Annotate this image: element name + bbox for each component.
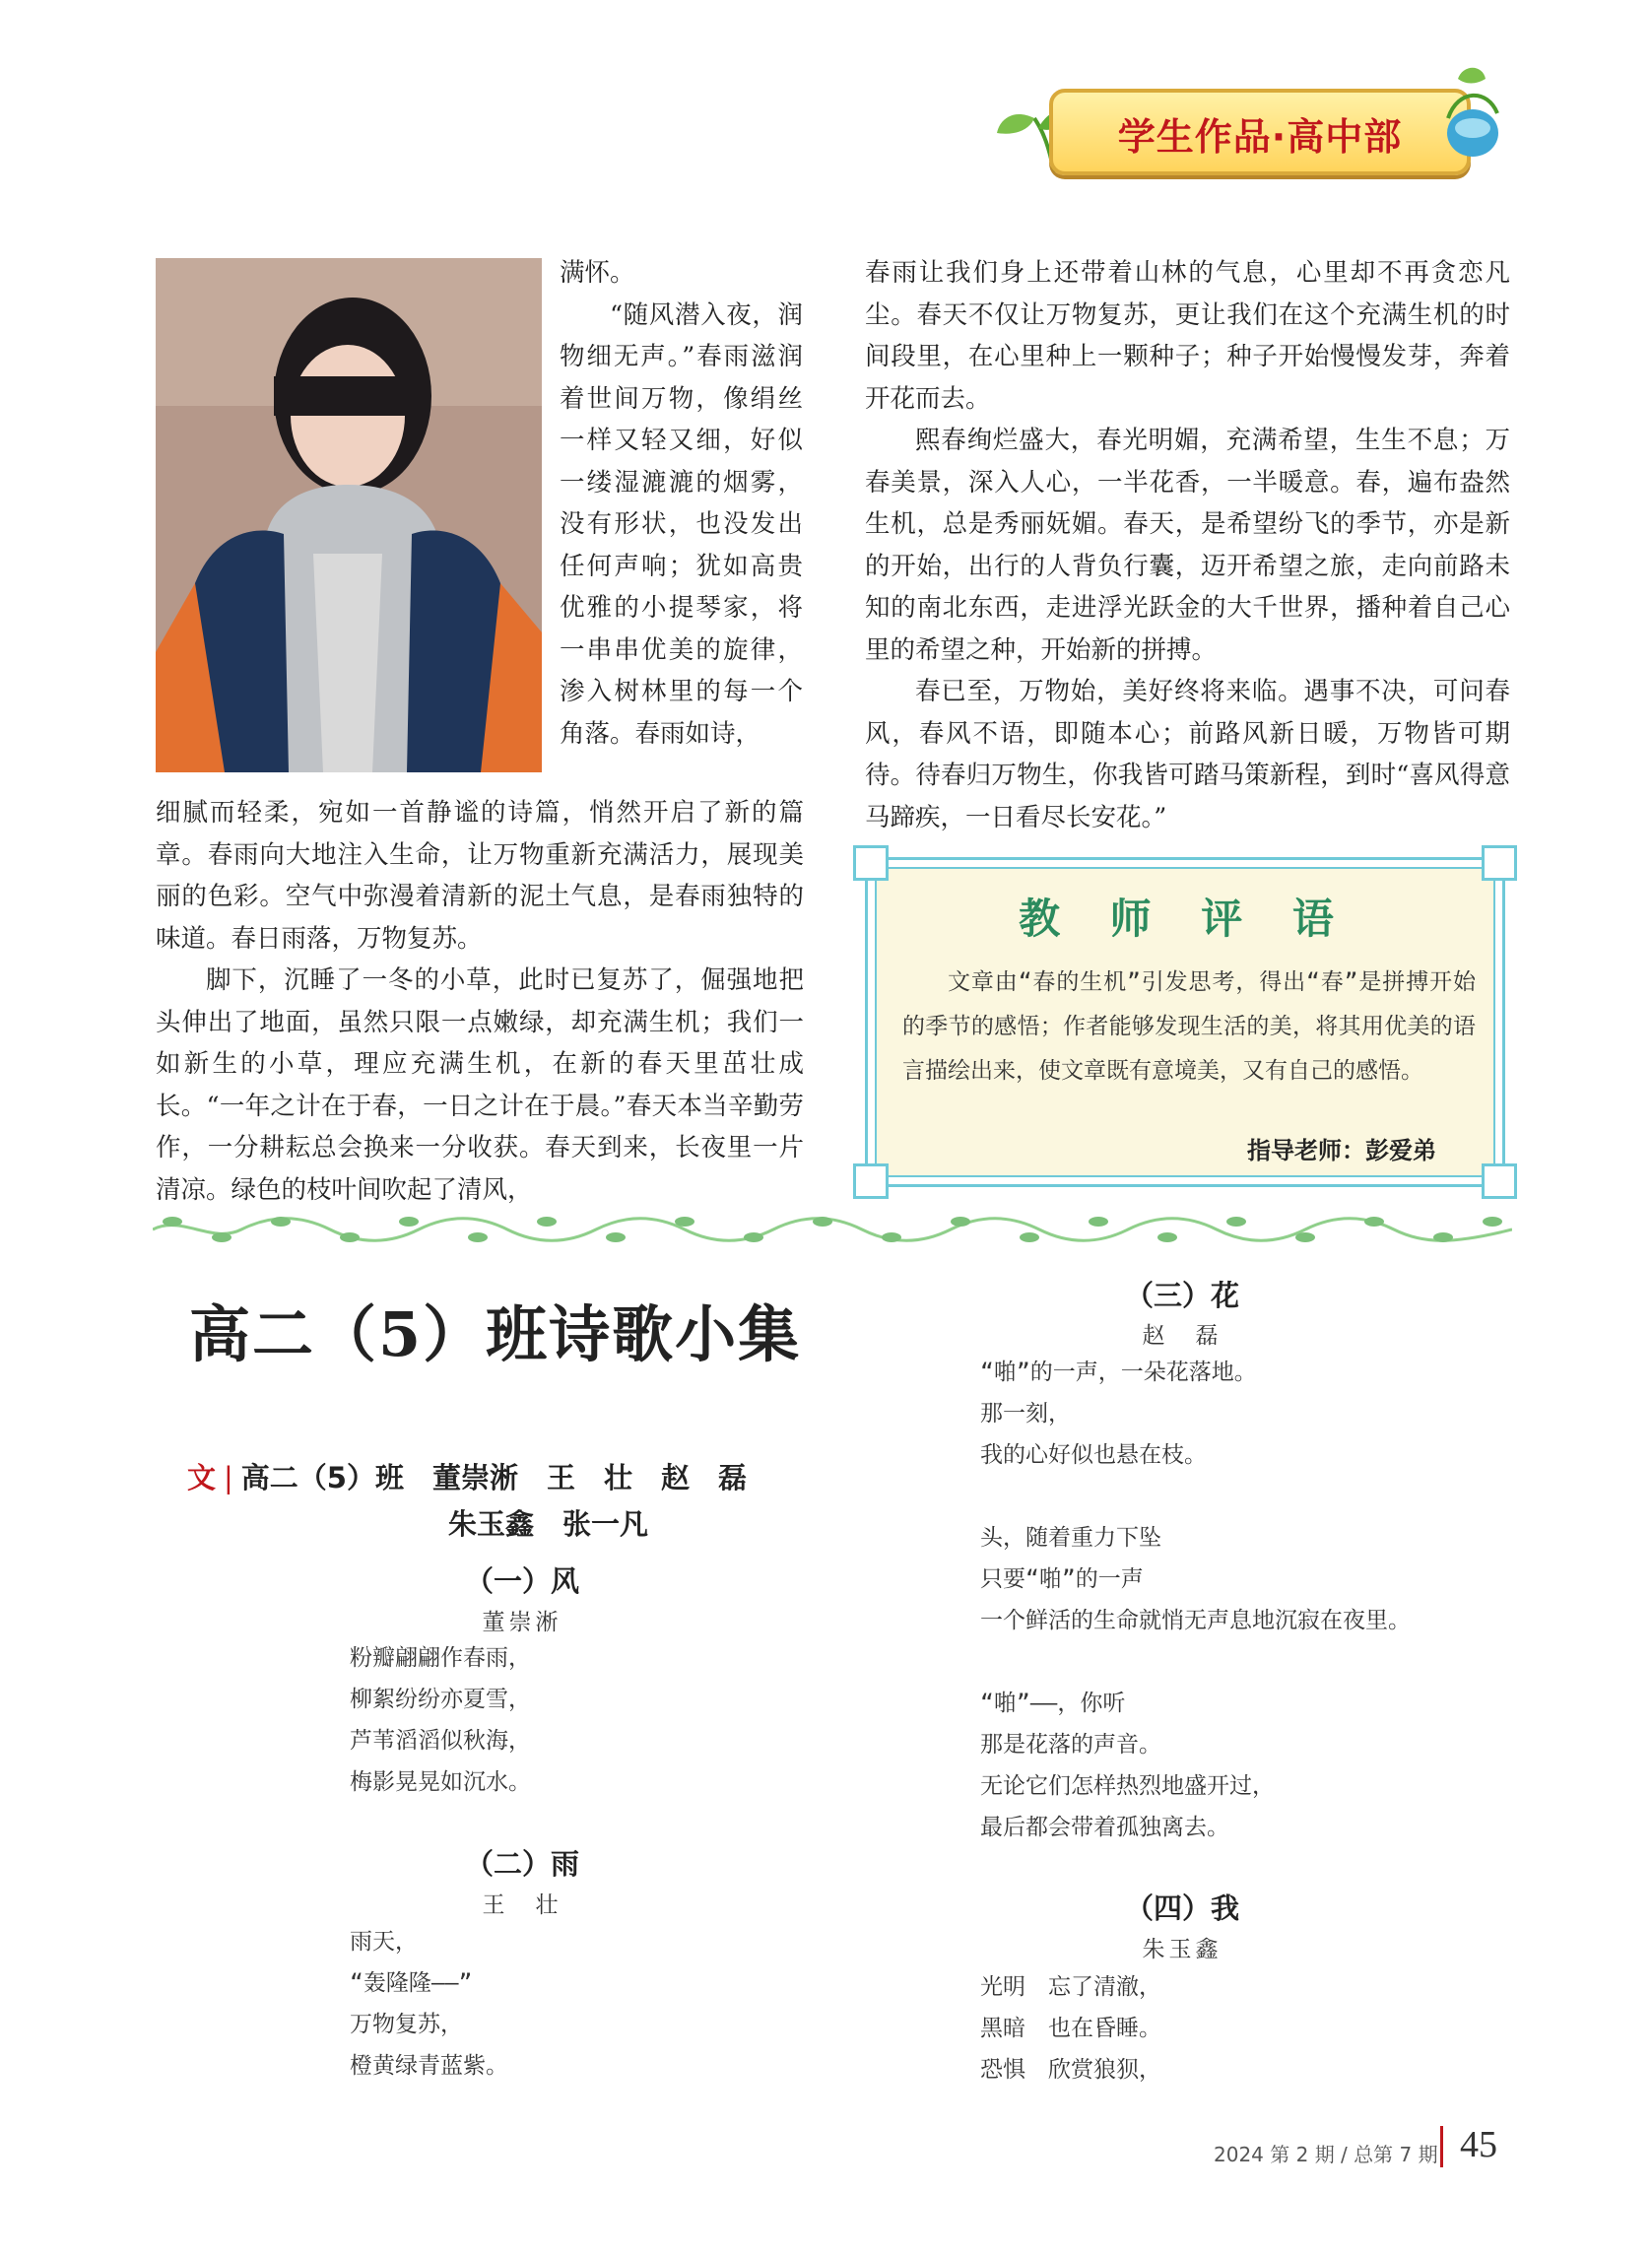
poem-line: “啪”的一声，一朵花落地。	[980, 1360, 1257, 1385]
poem-line: “啪”——，你听	[980, 1691, 1126, 1716]
poem-heading: （二）雨	[464, 1847, 579, 1881]
article-paragraph: 熙春绚烂盛大，春光明媚，充满希望，生生不息；万春美景，深入人心，一半花香，一半暖意。春，遍布盎然生机，总是秀丽妩媚。春天，是希望纷飞的季节，亦是新的开始，出行的人背负行囊，迈开希望之旅，走向前路未知的南北东西，走进浮光跃金的大千世界，播种着自己心里的希望之种，开始新的拼搏。	[865, 426, 1510, 665]
issue-info: 2024 第 2 期 / 总第 7 期	[1214, 2143, 1438, 2166]
poem-line: 橙黄绿青蓝紫。	[350, 2053, 508, 2079]
article-paragraph: 满怀。	[560, 258, 635, 288]
poem-heading: （四）我	[1124, 1892, 1239, 1925]
poem-line: 只要“啪”的一声	[980, 1566, 1144, 1592]
teacher-comment-text	[902, 961, 1476, 1094]
article-below-photo	[156, 792, 804, 1211]
banner-board	[1049, 89, 1471, 175]
box-corner	[1482, 1163, 1517, 1199]
page-number: 45	[1460, 2124, 1497, 2165]
poem-line: 黑暗 也在昏睡。	[980, 2016, 1161, 2041]
article-paragraph: “随风潜入夜，润物细无声。”春雨滋润着世间万物，像绢丝一样又轻又细，好似一缕湿漉漉的烟雾，没有形状，也没发出任何声响；犹如高贵优雅的小提琴家，将一串串优美的旋律，渗入树林里的每一个角落。春雨如诗，	[560, 299, 803, 749]
poem-line: 我的心好似也悬在枝。	[980, 1442, 1207, 1468]
poem-line: 梅影晃晃如沉水。	[350, 1769, 531, 1795]
poem-line	[980, 1641, 1411, 1683]
article-paragraph: 春雨让我们身上还带着山林的气息，心里却不再贪恋凡尘。春天不仅让万物复苏，更让我们在这个充满生机的时间段里，在心里种上一颗种子；种子开始慢慢发芽，奔着开花而去。	[865, 258, 1510, 414]
poem-lines	[350, 1637, 531, 1803]
box-corner	[853, 1163, 889, 1199]
poems-section-title: 高二（5）班诗歌小集	[189, 1298, 802, 1370]
poem-line: 雨天，	[350, 1929, 418, 1955]
byline-mark: 文	[187, 1461, 217, 1494]
poem-author: 赵 磊	[1142, 1323, 1222, 1349]
poem-author: 朱玉鑫	[1142, 1937, 1222, 1962]
watering-can-icon	[1428, 59, 1507, 167]
poem-line: 最后都会带着孤独离去。	[980, 1815, 1229, 1840]
box-corner	[1482, 845, 1517, 881]
article-beside-photo	[560, 252, 803, 755]
poem-lines	[980, 1352, 1411, 1848]
poem-line: 万物复苏，	[350, 2012, 463, 2037]
poem-heading: （三）花	[1124, 1279, 1239, 1312]
poem-line: “轰隆隆——”	[350, 1970, 473, 1996]
poem-line: 粉瓣翩翩作春雨，	[350, 1645, 531, 1671]
poem-line: 头，随着重力下坠	[980, 1525, 1161, 1551]
article-right-column	[865, 252, 1510, 838]
poem-line: 无论它们怎样热烈地盛开过，	[980, 1773, 1275, 1799]
poem-heading: （一）风	[464, 1564, 579, 1598]
teacher-comment-paragraph: 文章由“春的生机”引发思考，得出“春”是拼搏开始的季节的感悟；作者能够发现生活的美，将其用优美的语言描绘出来，使文章既有意境美，又有自己的感悟。	[902, 969, 1476, 1084]
article-paragraph: 细腻而轻柔，宛如一首静谧的诗篇，悄然开启了新的篇章。春雨向大地注入生命，让万物重新充满活力，展现美丽的色彩。空气中弥漫着清新的泥土气息，是春雨独特的味道。春日雨落，万物复苏。	[156, 798, 804, 954]
poem-line: 那一刻，	[980, 1401, 1071, 1427]
byline: 文 | 高二（5）班 董崇淅 王 壮 赵 磊	[187, 1461, 747, 1494]
author-photo	[156, 258, 542, 772]
poem-line: 柳絮纷纷亦夏雪，	[350, 1687, 531, 1712]
poem-lines	[980, 1966, 1161, 2091]
teacher-signature: 指导老师：彭爱弟	[1247, 1137, 1436, 1164]
byline-second-line: 朱玉鑫 张一凡	[448, 1507, 649, 1541]
poem-line: 一个鲜活的生命就悄无声息地沉寂在夜里。	[980, 1608, 1411, 1633]
footer-divider	[1440, 2126, 1443, 2167]
poem-line	[980, 1476, 1411, 1517]
poem-line: 那是花落的声音。	[980, 1732, 1161, 1758]
byline-authors: 高二（5）班 董崇淅 王 壮 赵 磊	[240, 1461, 747, 1494]
teacher-comment-box	[865, 857, 1505, 1187]
poem-line: 光明 忘了清澈，	[980, 1974, 1161, 2000]
article-paragraph: 春已至，万物始，美好终将来临。遇事不决，可问春风，春风不语，即随本心；前路风新日暖，万物皆可期待。待春归万物生，你我皆可踏马策新程，到时“喜风得意马蹄疾，一日看尽长安花。”	[865, 677, 1510, 832]
poem-line: 恐惧 欣赏狼狈，	[980, 2057, 1161, 2083]
poem-author: 董崇淅	[482, 1610, 562, 1635]
banner-title: 学生作品·高中部	[1117, 115, 1403, 159]
article-paragraph: 脚下，沉睡了一冬的小草，此时已复苏了，倔强地把头伸出了地面，虽然只限一点嫩绿，却充满生机；我们一如新生的小草，理应充满生机，在新的春天里茁壮成长。“一年之计在于春，一日之计在于晨。”春天本当辛勤劳作，一分耕耘总会换来一分收获。春天到来，长夜里一片清凉。绿色的枝叶间吹起了清风，	[156, 965, 804, 1205]
poem-author: 王 壮	[482, 1892, 562, 1918]
teacher-comment-title: 教 师 评 语	[1019, 895, 1352, 943]
box-corner	[853, 845, 889, 881]
poem-lines	[350, 1921, 508, 2087]
vine-divider	[153, 1210, 1512, 1249]
section-banner	[995, 59, 1507, 187]
poem-line: 芦苇滔滔似秋海，	[350, 1728, 531, 1754]
